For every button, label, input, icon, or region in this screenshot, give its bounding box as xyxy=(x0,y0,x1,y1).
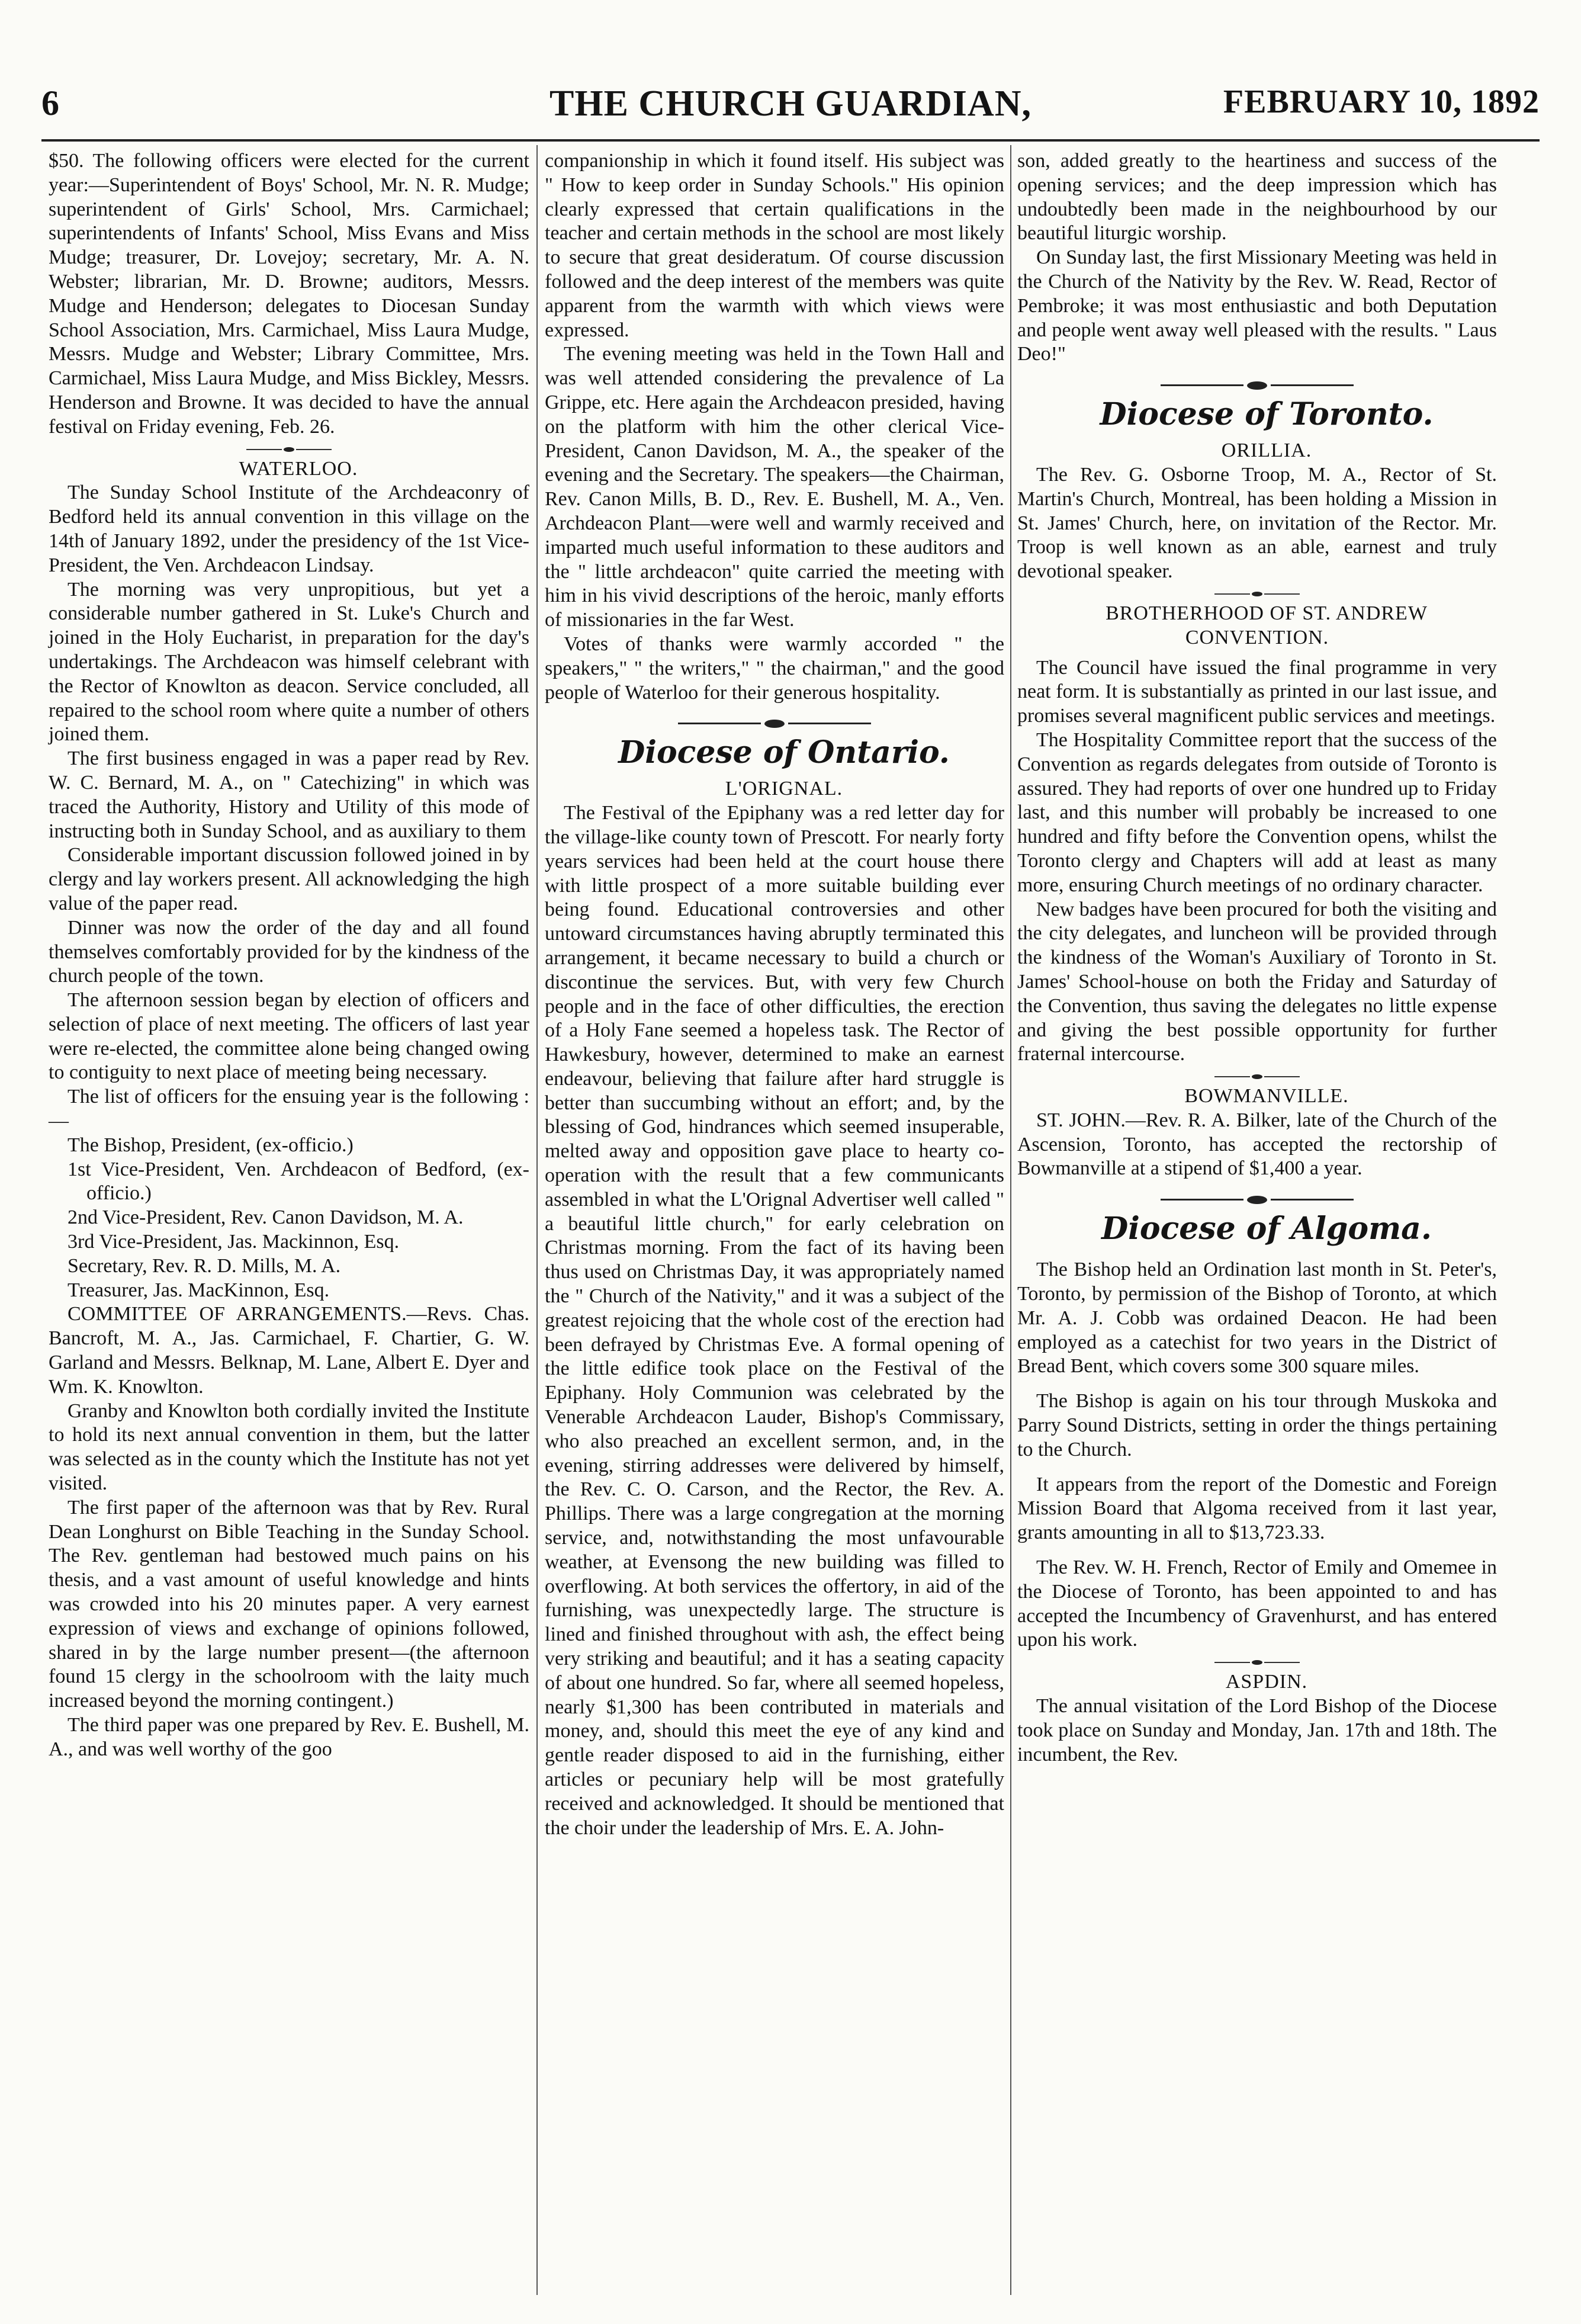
paragraph: The Festival of the Epiphany was a red letter day for the village-like county town of Prescott. For nearly forty years services had been held at the court house there with little prospect of a more suitable building ever being found. Educational controversies and other untoward circumstances having abruptly terminated this arrangement, it became necessary to build a church or discontinue the services. But, with very few Church people and in the face of other difficulties, the erection of a Holy Fane seemed a hopeless task. The Rector of Hawkesbury, however, determined to make an earnest endeavour, believing that failure after hard struggle is better than succumbing without an effort; and, by the blessing of God, hindrances which seemed insuperable, melted away and opposition gave place to hearty co-operation with the result that a few communicants assembled in what the L'Orignal Advertiser well called " a beautiful little church," for early celebration on Christmas morning. From the fact of its having been thus used on Christmas Day, it was appropriately named the " Church of the Nativity," and it was a subject of the greatest rejoicing that the whole cost of the erection had been defrayed by Christmas Eve. A formal opening of the little edifice took place on the Festival of the Epiphany. Holy Communion was celebrated by the Venerable Archdeacon Lauder, Bishop's Commissary, who also preached an excellent sermon, and, in the evening, stirring addresses were delivered by himself, the Rev. C. O. Carson, and the Rector, the Rev. A. Phillips. There was a large congregation at the morning service, and, notwithstanding the most unfavourable weather, at Evensong the new building was filled to overflowing. At both services the offertory, in aid of the furnishing, was unexpectedly large. The structure is lined and finished throughout with ash, the effect being very striking and beautiful; and it has a seating capacity of about one hundred. So far, where all seemed hopeless, nearly $1,300 has been contributed in materials and money, and, should this meet the eye of any kind and gentle reader disposed to aid in the furnishing, either articles or pecuniary help will be most gratefully received and acknowledged. It should be mentioned that the choir under the leadership of Mrs. E. A. John- xyxy=(545,802,1004,1839)
paragraph: companionship in which it found itself. His subject was " How to keep order in Sunday Schools." His opinion clearly expressed that certain qualifications in the teacher and certain methods in the school are most likely to secure that great desideratum. Of course discussion followed and the deep interest of the members was quite apparent from the warmth with which views were expressed. xyxy=(545,150,1004,341)
masthead xyxy=(41,83,1540,139)
paragraph: Considerable important discussion followed joined in by clergy and lay workers present. All acknowledging the high value of the paper read. xyxy=(49,844,529,914)
paragraph: The Rev. W. H. French, Rector of Emily and Omemee in the Diocese of Toronto, has been appointed to and has accepted the Incumbency of Gravenhurst, and has entered upon his work. xyxy=(1017,1556,1497,1651)
section-ornament xyxy=(1017,1067,1497,1084)
paragraph: The first business engaged in was a paper read by Rev. W. C. Bernard, M. A., on " Catechizing" in which was traced the Authority, History and Utility of this mode of instructing both in Sunday School, and as auxiliary to them xyxy=(49,747,529,842)
paragraph: The list of officers for the ensuing year is the following :— xyxy=(49,1086,529,1132)
section-heading-aspdin: ASPDIN. xyxy=(1225,1671,1308,1693)
page-number: 6 xyxy=(41,84,59,123)
list-item: 1st Vice-President, Ven. Archdeacon of Bedford, (ex-officio.) xyxy=(68,1158,529,1205)
diocese-heading-toronto: Diocese of Toronto. xyxy=(1100,396,1434,433)
section-ornament xyxy=(545,711,1004,734)
issue-date: FEBRUARY 10, 1892 xyxy=(1223,84,1540,120)
paragraph: Granby and Knowlton both cordially invited the Institute to hold its next annual convention in them, but the latter was selected as in the county which the Institute has not yet visited. xyxy=(49,1399,529,1495)
paragraph: COMMITTEE OF ARRANGEMENTS.—Revs. Chas. Bancroft, M. A., Jas. Carmichael, F. Chartier, G. W. Garland and Messrs. Belknap, M. Lane, Albert E. Dyer and Wm. K. Knowlton. xyxy=(49,1303,529,1398)
newspaper-title: THE CHURCH GUARDIAN, xyxy=(550,84,1031,124)
paragraph: The afternoon session began by election of officers and selection of place of next meeting. The officers of last year were re-elected, the committee alone being changed owing to contiguity to next place of meeting being necessary. xyxy=(49,989,529,1084)
section-heading-brotherhood: BROTHERHOOD OF ST. ANDREW CONVENTION. xyxy=(1106,602,1428,649)
paragraph: It appears from the report of the Domestic and Foreign Mission Board that Algoma received from it last year, grants amounting in all to $13,723.33. xyxy=(1017,1473,1497,1544)
section-ornament xyxy=(49,439,529,457)
section-heading-bowmanville: BOWMANVILLE. xyxy=(1184,1085,1349,1108)
paragraph: New badges have been procured for both the visiting and the city delegates, and luncheon will be provided through the kindness of the Woman's Auxiliary of Toronto in St. James' School-house on both the Friday and Saturday of the Convention, thus saving the delegates no little expense and giving the best possible opportunity for further fraternal intercourse. xyxy=(1017,898,1497,1065)
paragraph: On Sunday last, the first Missionary Meeting was held in the Church of the Nativity by the Rev. W. Read, Rector of Pembroke; it was most enthusiastic and both Deputation and people went away well pleased with the results. " Laus Deo!" xyxy=(1017,246,1497,365)
list-item: Secretary, Rev. R. D. Mills, M. A. xyxy=(68,1254,341,1277)
paragraph: The Rev. G. Osborne Troop, M. A., Rector of St. Martin's Church, Montreal, has been holding a Mission in St. James' Church, here, on invitation of the Rector. Mr. Troop is well known as an able, earnest and truly devotional speaker. xyxy=(1017,463,1497,583)
diocese-heading-algoma: Diocese of Algoma. xyxy=(1101,1211,1432,1247)
paragraph: ST. JOHN.—Rev. R. A. Bilker, late of the Church of the Ascension, Toronto, has accepted the rectorship of Bowmanville at a stipend of $1,400 a year. xyxy=(1017,1109,1497,1180)
paragraph: son, added greatly to the heartiness and success of the opening services; and the deep impression which has undoubtedly been made in the neighbourhood by our beautiful liturgic worship. xyxy=(1017,150,1497,245)
column-1 xyxy=(49,149,529,1762)
column-3 xyxy=(1017,149,1497,1767)
paragraph: $50. The following officers were elected for the current year:—Superintendent of Boys' School, Mr. N. R. Mudge; superintendent of Girls' School, Mrs. Carmichael; superintendents of Infants' School, Miss Evans and Miss Mudge; treasurer, Dr. Lovejoy; secretary, Mr. A. N. Webster; librarian, Mr. D. Browne; auditors, Messrs. Mudge and Henderson; delegates to Diocesan Sunday School Association, Mrs. Carmichael, Miss Laura Mudge, Messrs. Mudge and Webster; Library Committee, Mrs. Carmichael, Miss Laura Mudge, and Miss Bickley, Messrs. Henderson and Browne. It was decided to have the annual festival on Friday evening, Feb. 26. xyxy=(49,150,529,438)
section-heading-waterloo: WATERLOO. xyxy=(239,457,358,480)
paragraph: Votes of thanks were warmly accorded " the speakers," " the writers," " the chairman," and the good people of Waterloo for their generous hospitality. xyxy=(545,633,1004,704)
list-item: The Bishop, President, (ex-officio.) xyxy=(68,1134,354,1156)
section-ornament xyxy=(1017,373,1497,396)
section-heading-lorignal: L'ORIGNAL. xyxy=(725,778,843,800)
paragraph: The Bishop held an Ordination last month in St. Peter's, Toronto, by permission of the Bishop of Toronto, at which Mr. A. J. Cobb was ordained Deacon. He had been employed as a catechist for two years in the District of Bread Bent, which covers some 300 square miles. xyxy=(1017,1259,1497,1378)
list-item: Treasurer, Jas. MacKinnon, Esq. xyxy=(68,1279,330,1301)
paragraph: The Bishop is again on his tour through Muskoka and Parry Sound Districts, setting in order the things pertaining to the Church. xyxy=(1017,1390,1497,1460)
column-divider xyxy=(536,145,538,2295)
paragraph: The first paper of the afternoon was that by Rev. Rural Dean Longhurst on Bible Teaching in the Sunday School. The Rev. gentleman had bestowed much pains on his thesis, and a vast amount of useful knowledge and hints was crowded into his 20 minutes paper. A very earnest expression of views and exchange of opinions followed, shared in by the large number present—(the afternoon found 15 clergy in the schoolroom with the laity much increased beyond the morning contingent.) xyxy=(49,1496,529,1712)
list-item: 3rd Vice-President, Jas. Mackinnon, Esq. xyxy=(68,1231,400,1253)
section-ornament xyxy=(1017,1187,1497,1211)
paragraph: Dinner was now the order of the day and all found themselves comfortably provided for by the kindness of the church people of the town. xyxy=(49,916,529,987)
paragraph: The Council have issued the final programme in very neat form. It is substantially as printed in our last issue, and promises several magnificent public services and meetings. xyxy=(1017,656,1497,727)
section-heading-orillia: ORILLIA. xyxy=(1221,439,1312,462)
header-rule xyxy=(41,139,1540,142)
paragraph: The third paper was one prepared by Rev. E. Bushell, M. A., and was well worthy of the goo xyxy=(49,1714,529,1760)
section-ornament xyxy=(1017,584,1497,602)
paragraph: The annual visitation of the Lord Bishop of the Diocese took place on Sunday and Monday, Jan. 17th and 18th. The incumbent, the Rev. xyxy=(1017,1695,1497,1766)
officers-list xyxy=(49,1134,529,1303)
paragraph: The evening meeting was held in the Town Hall and was well attended considering the prevalence of La Grippe, etc. Here again the Archdeacon presided, having on the platform with him the other clerical Vice-President, Canon Davidson, M. A., the speaker of the evening and the Secretary. The speakers—the Chairman, Rev. Canon Mills, B. D., Rev. E. Bushell, M. A., Ven. Archdeacon Plant—were well and warmly received and imparted much useful information to these auditors and the " little archdeacon" quite carried the meeting with him in his vivid descriptions of the heroic, manly efforts of missionaries in the far West. xyxy=(545,343,1004,631)
diocese-heading-ontario: Diocese of Ontario. xyxy=(618,734,950,771)
list-item: 2nd Vice-President, Rev. Canon Davidson, M. A. xyxy=(68,1206,464,1229)
section-ornament xyxy=(1017,1652,1497,1670)
paragraph: The Hospitality Committee report that the success of the Convention as regards delegates from outside of Toronto is assured. They had reports of over one hundred up to Friday last, and this number will probably be increased to one hundred and fifty before the Convention opens, whilst the Toronto clergy and Chapters will add at least as many more, ensuring Church meetings of no ordinary character. xyxy=(1017,728,1497,896)
column-2 xyxy=(545,149,1004,1840)
paragraph: The morning was very unpropitious, but yet a considerable number gathered in St. Luke's Church and joined in the Holy Eucharist, in preparation for the day's undertakings. The Archdeacon was himself celebrant with the Rector of Knowlton as deacon. Service concluded, all repaired to the school room where quite a number of others joined them. xyxy=(49,578,529,746)
column-divider xyxy=(1010,145,1011,2295)
paragraph: The Sunday School Institute of the Archdeaconry of Bedford held its annual convention in this village on the 14th of January 1892, under the presidency of the 1st Vice-President, the Ven. Archdeacon Lindsay. xyxy=(49,482,529,576)
